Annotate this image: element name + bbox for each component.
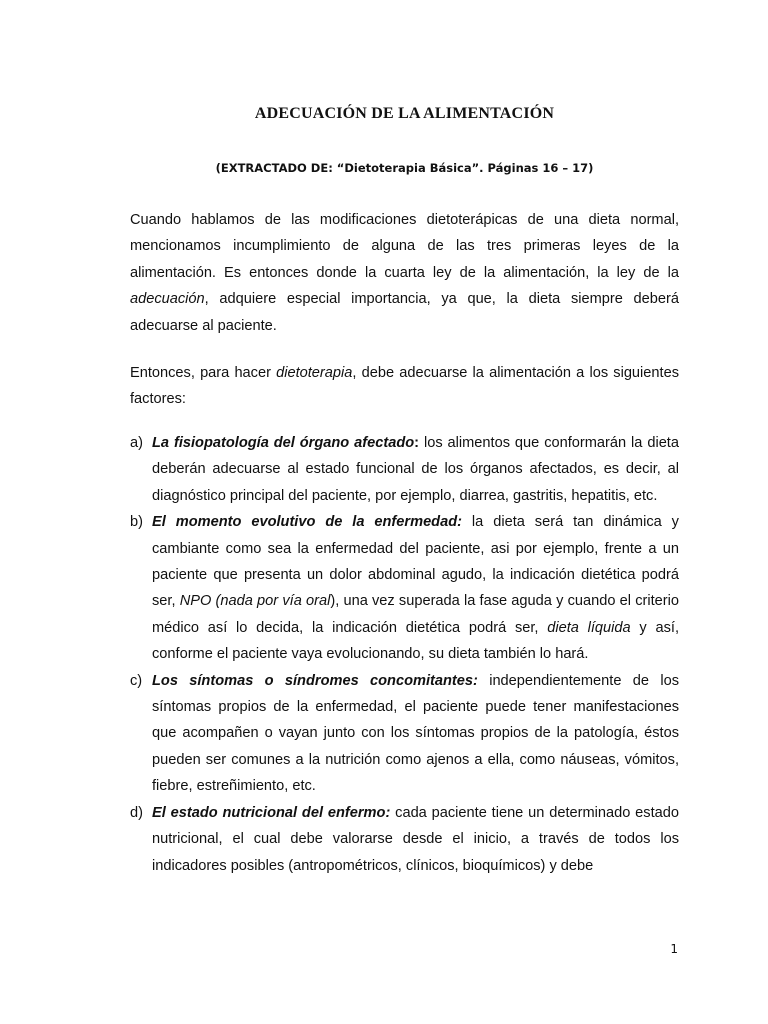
list-item [130,509,679,667]
factors-intro-paragraph [130,360,679,413]
page-number: 1 [670,942,678,956]
list-item-text [152,800,679,879]
list-marker: b) [130,514,143,531]
list-marker: d) [130,804,143,821]
factors-list [130,430,679,879]
intro-emphasis: adecuación [130,291,205,308]
document-title: ADECUACIÓN DE LA ALIMENTACIÓN [254,105,555,122]
list-item [130,668,679,800]
list-marker: a) [130,435,143,451]
item-body: independientemente de los síntomas propios de la enfermedad, el paciente puede tener manifestaciones que acompañen o vayan junto con los síntomas propios de la patología, éstos pueden ser comunes a la nutrición como ajenos a ella, como náuseas, vómitos, fiebre, estreñimiento, etc. [152,672,679,795]
document-subtitle: (EXTRACTADO DE: “Dietoterapia Básica”. Páginas 16 – 17) [215,161,594,175]
list-item [130,800,679,879]
item-colon: : [414,435,420,451]
list-item-text [152,509,679,667]
item-body-3: y así, conforme el paciente vaya evolucionando, su dieta también lo hará. [152,619,679,663]
item-body: cada paciente tiene un determinado estado nutricional, el cual debe valorarse desde el inicio, a través de todos los indicadores posibles (antropométricos, clínicos, bioquímicos) y debe [152,804,679,874]
factors-text-1: Entonces, para hacer [130,365,277,381]
document-page [130,0,679,1024]
list-item [130,430,679,509]
item-term: Los síntomas o síndromes concomitantes: [152,672,478,689]
item-term: La fisiopatología del órgano afectado [152,435,415,451]
item-body: los alimentos que conformarán la dieta deberán adecuarse al estado funcional de los órganos afectados, es decir, al diagnóstico principal del paciente, por ejemplo, diarrea, gastritis, hepatitis, etc. [152,435,679,504]
item-emphasis-2: dieta líquida [547,619,631,636]
factors-text-2: , debe adecuarse la alimentación a los siguientes factores: [130,365,679,408]
intro-text-1: Cuando hablamos de las modificaciones dietoterápicas de una dieta normal, mencionamos incumplimiento de alguna de las tres primeras leyes de la alimentación. Es entonces donde la cuarta ley de la alimentación, la ley de la [130,212,679,281]
list-item-text [152,668,679,800]
list-item-text [152,430,679,509]
factors-emphasis: dietoterapia [276,365,353,381]
list-marker: c) [130,672,143,689]
item-body-2: ), una vez superada la fase aguda y cuando el criterio médico así lo decida, la indicación dietética podrá ser, [152,593,679,636]
item-term: El estado nutricional del enfermo: [152,804,391,821]
item-emphasis-1: NPO (nada por vía oral [179,593,331,610]
intro-paragraph [130,207,679,339]
intro-text-2: , adquiere especial importancia, ya que, la dieta siempre deberá adecuarse al paciente. [130,291,679,334]
item-term: El momento evolutivo de la enfermedad: [152,514,462,531]
item-body-1: la dieta será tan dinámica y cambiante como sea la enfermedad del paciente, asi por ejemplo, frente a un paciente que presenta un dolor abdominal agudo, la indicación dietética podrá ser, [152,514,679,610]
